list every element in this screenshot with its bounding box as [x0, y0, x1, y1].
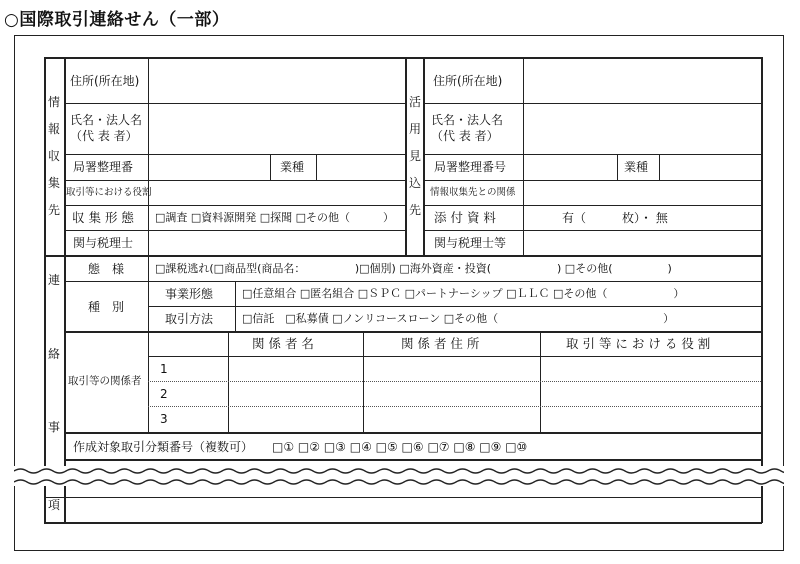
page-break-wave	[14, 462, 784, 492]
contact-side-label-2: 絡	[47, 347, 60, 361]
contact-side-label-4: 項	[47, 498, 60, 512]
contact-side-label-1: 連	[47, 273, 60, 287]
class-number-options: □① □② □③ □④ □⑤ □⑥ □⑦ □⑧ □⑨ □⑩	[272, 440, 528, 454]
col-party-name: 関 係 者 名	[252, 336, 314, 351]
business-form-label: 事業形態	[165, 287, 214, 301]
info-collection-options: □調査 □資料源開発 □探聞 □その他（ ）	[155, 211, 395, 224]
info-role-label: 取引等における役割	[66, 187, 152, 198]
contact-side-label-3: 事	[47, 420, 60, 434]
info-collection-form-label: 収 集 形 態	[72, 210, 134, 225]
mode-options: □課税逃れ(□商品型(商品名： )□個別) □海外資産・投資( ) □その他( )	[155, 262, 672, 275]
class-number-label: 作成対象取引分類番号（複数可）	[73, 440, 254, 454]
info-office-number-label: 局署整理番	[73, 160, 134, 174]
prospect-address-label: 住所(所在地)	[433, 74, 503, 88]
prospect-relation-label: 情報収集先との関係	[430, 187, 516, 198]
prospect-attachments-value: 有（ 枚）・ 無	[562, 211, 668, 225]
prospect-name-label: 氏名・法人名 （代 表 者）	[431, 113, 504, 143]
prospect-side-label-4: 込	[408, 176, 421, 190]
info-industry-label: 業種	[280, 160, 305, 174]
row-number-2: 2	[160, 387, 168, 401]
section-divider	[44, 255, 762, 257]
top-border	[44, 57, 762, 59]
transaction-method-options: □信託 □私募債 □ノンリコースローン □その他（ ）	[242, 312, 675, 325]
prospect-industry-label: 業種	[624, 160, 649, 174]
side-label-divider	[64, 57, 66, 523]
right-border	[761, 57, 763, 523]
info-side-label-2: 報	[47, 122, 60, 136]
parties-label: 取引等の関係者	[68, 375, 142, 387]
prospect-side-label-3: 見	[408, 149, 421, 163]
center-divider-right	[423, 57, 425, 255]
col-party-role: 取 引 等 に お け る 役 割	[566, 336, 711, 351]
left-border	[44, 57, 46, 523]
info-side-label-5: 先	[47, 203, 60, 217]
category-label: 種 別	[88, 300, 125, 314]
prospect-side-label-5: 先	[408, 203, 421, 217]
prospect-side-label-1: 活	[408, 95, 421, 109]
bottom-border	[44, 522, 762, 524]
prospect-side-label-2: 用	[408, 122, 421, 136]
mode-label: 態 様	[88, 262, 125, 276]
prospect-tax-accountant-label: 関与税理士等	[434, 236, 507, 250]
prospect-office-number-label: 局署整理番号	[434, 160, 507, 174]
info-name-label: 氏名・法人名 （代 表 者）	[70, 113, 143, 143]
center-divider-left	[405, 57, 407, 255]
info-address-label: 住所(所在地)	[70, 74, 140, 88]
row-number-1: 1	[160, 362, 168, 376]
transaction-method-label: 取引方法	[165, 312, 214, 326]
business-form-options: □任意組合 □匿名組合 □ＳＰＣ □パートナーシップ □ＬＬＣ □その他（ ）	[242, 287, 685, 300]
page-title: ○国際取引連絡せん（一部）	[4, 10, 230, 30]
row-number-3: 3	[160, 412, 168, 426]
info-side-label-3: 収	[47, 149, 60, 163]
info-side-label-1: 情	[47, 95, 60, 109]
info-tax-accountant-label: 関与税理士	[73, 236, 134, 250]
info-side-label-4: 集	[47, 176, 60, 190]
col-party-address: 関 係 者 住 所	[401, 336, 480, 351]
prospect-attachments-label: 添 付 資 料	[434, 210, 496, 225]
